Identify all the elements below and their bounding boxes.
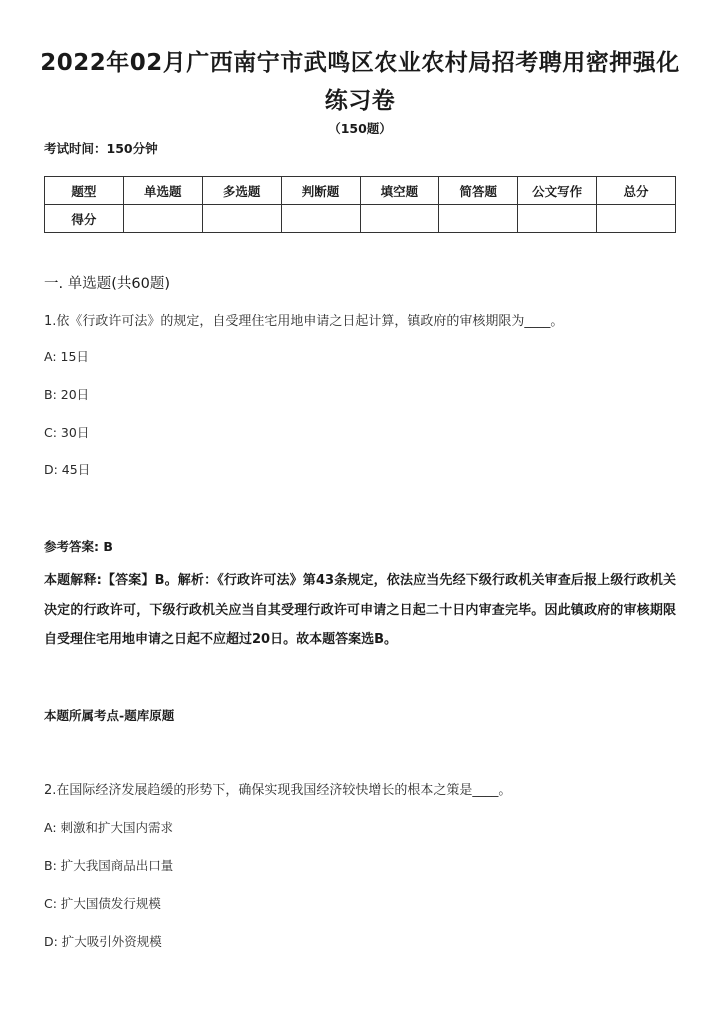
section-title: 一. 单选题(共60题) [44, 276, 170, 292]
question-count: （150题） [328, 121, 392, 136]
page-title: 2022年02月广西南宁市武鸣区农业农村局招考聘用密押强化练习卷 [40, 50, 680, 114]
question-1-option-b: B: 20日 [44, 387, 90, 402]
question-1-option-d: D: 45日 [44, 462, 91, 477]
question-2-text: 2.在国际经济发展趋缓的形势下，确保实现我国经济较快增长的根本之策是____。 [44, 783, 512, 798]
score-table-header-cell: 判断题 [281, 177, 360, 205]
question-1-option-c: C: 30日 [44, 425, 90, 440]
score-cell [360, 205, 439, 233]
score-table-header-row [45, 177, 676, 205]
score-table-header-cell: 总分 [597, 177, 676, 205]
question-1-knowledge-point: 本题所属考点-题库原题 [44, 708, 175, 723]
exam-time: 考试时间：150分钟 [44, 141, 158, 156]
question-1-explanation: 本题解释:【答案】B。解析：《行政许可法》第43条规定，依法应当先经下级行政机关审查后报上级行政机关决定的行政许可，下级行政机关应当自其受理行政许可申请之日起二十日内审查完毕。因此镇政府的审核期限自受理住宅用地申请之日起不应超过20日。故本题答案选B。 [44, 573, 676, 647]
score-table-header-cell: 题型 [45, 177, 124, 205]
score-table-header-cell: 公文写作 [518, 177, 597, 205]
score-cell [518, 205, 597, 233]
score-table-header-cell: 简答题 [439, 177, 518, 205]
score-table-header-cell: 多选题 [202, 177, 281, 205]
question-2-option-d: D: 扩大吸引外资规模 [44, 934, 162, 949]
question-1-option-a: A: 15日 [44, 349, 89, 364]
question-2-option-a: A: 刺激和扩大国内需求 [44, 820, 174, 835]
score-table [44, 176, 676, 233]
score-cell [439, 205, 518, 233]
score-cell [123, 205, 202, 233]
score-table-header-cell: 填空题 [360, 177, 439, 205]
score-cell [597, 205, 676, 233]
score-row-label: 得分 [45, 205, 124, 233]
question-1-text: 1.依《行政许可法》的规定，自受理住宅用地申请之日起计算，镇政府的审核期限为____。 [44, 314, 564, 329]
question-2-option-c: C: 扩大国债发行规模 [44, 896, 161, 911]
score-table-header-cell: 单选题 [123, 177, 202, 205]
question-1-answer: 参考答案: B [44, 539, 113, 554]
score-cell [281, 205, 360, 233]
score-cell [202, 205, 281, 233]
question-2-option-b: B: 扩大我国商品出口量 [44, 858, 174, 873]
score-table-score-row [45, 205, 676, 233]
